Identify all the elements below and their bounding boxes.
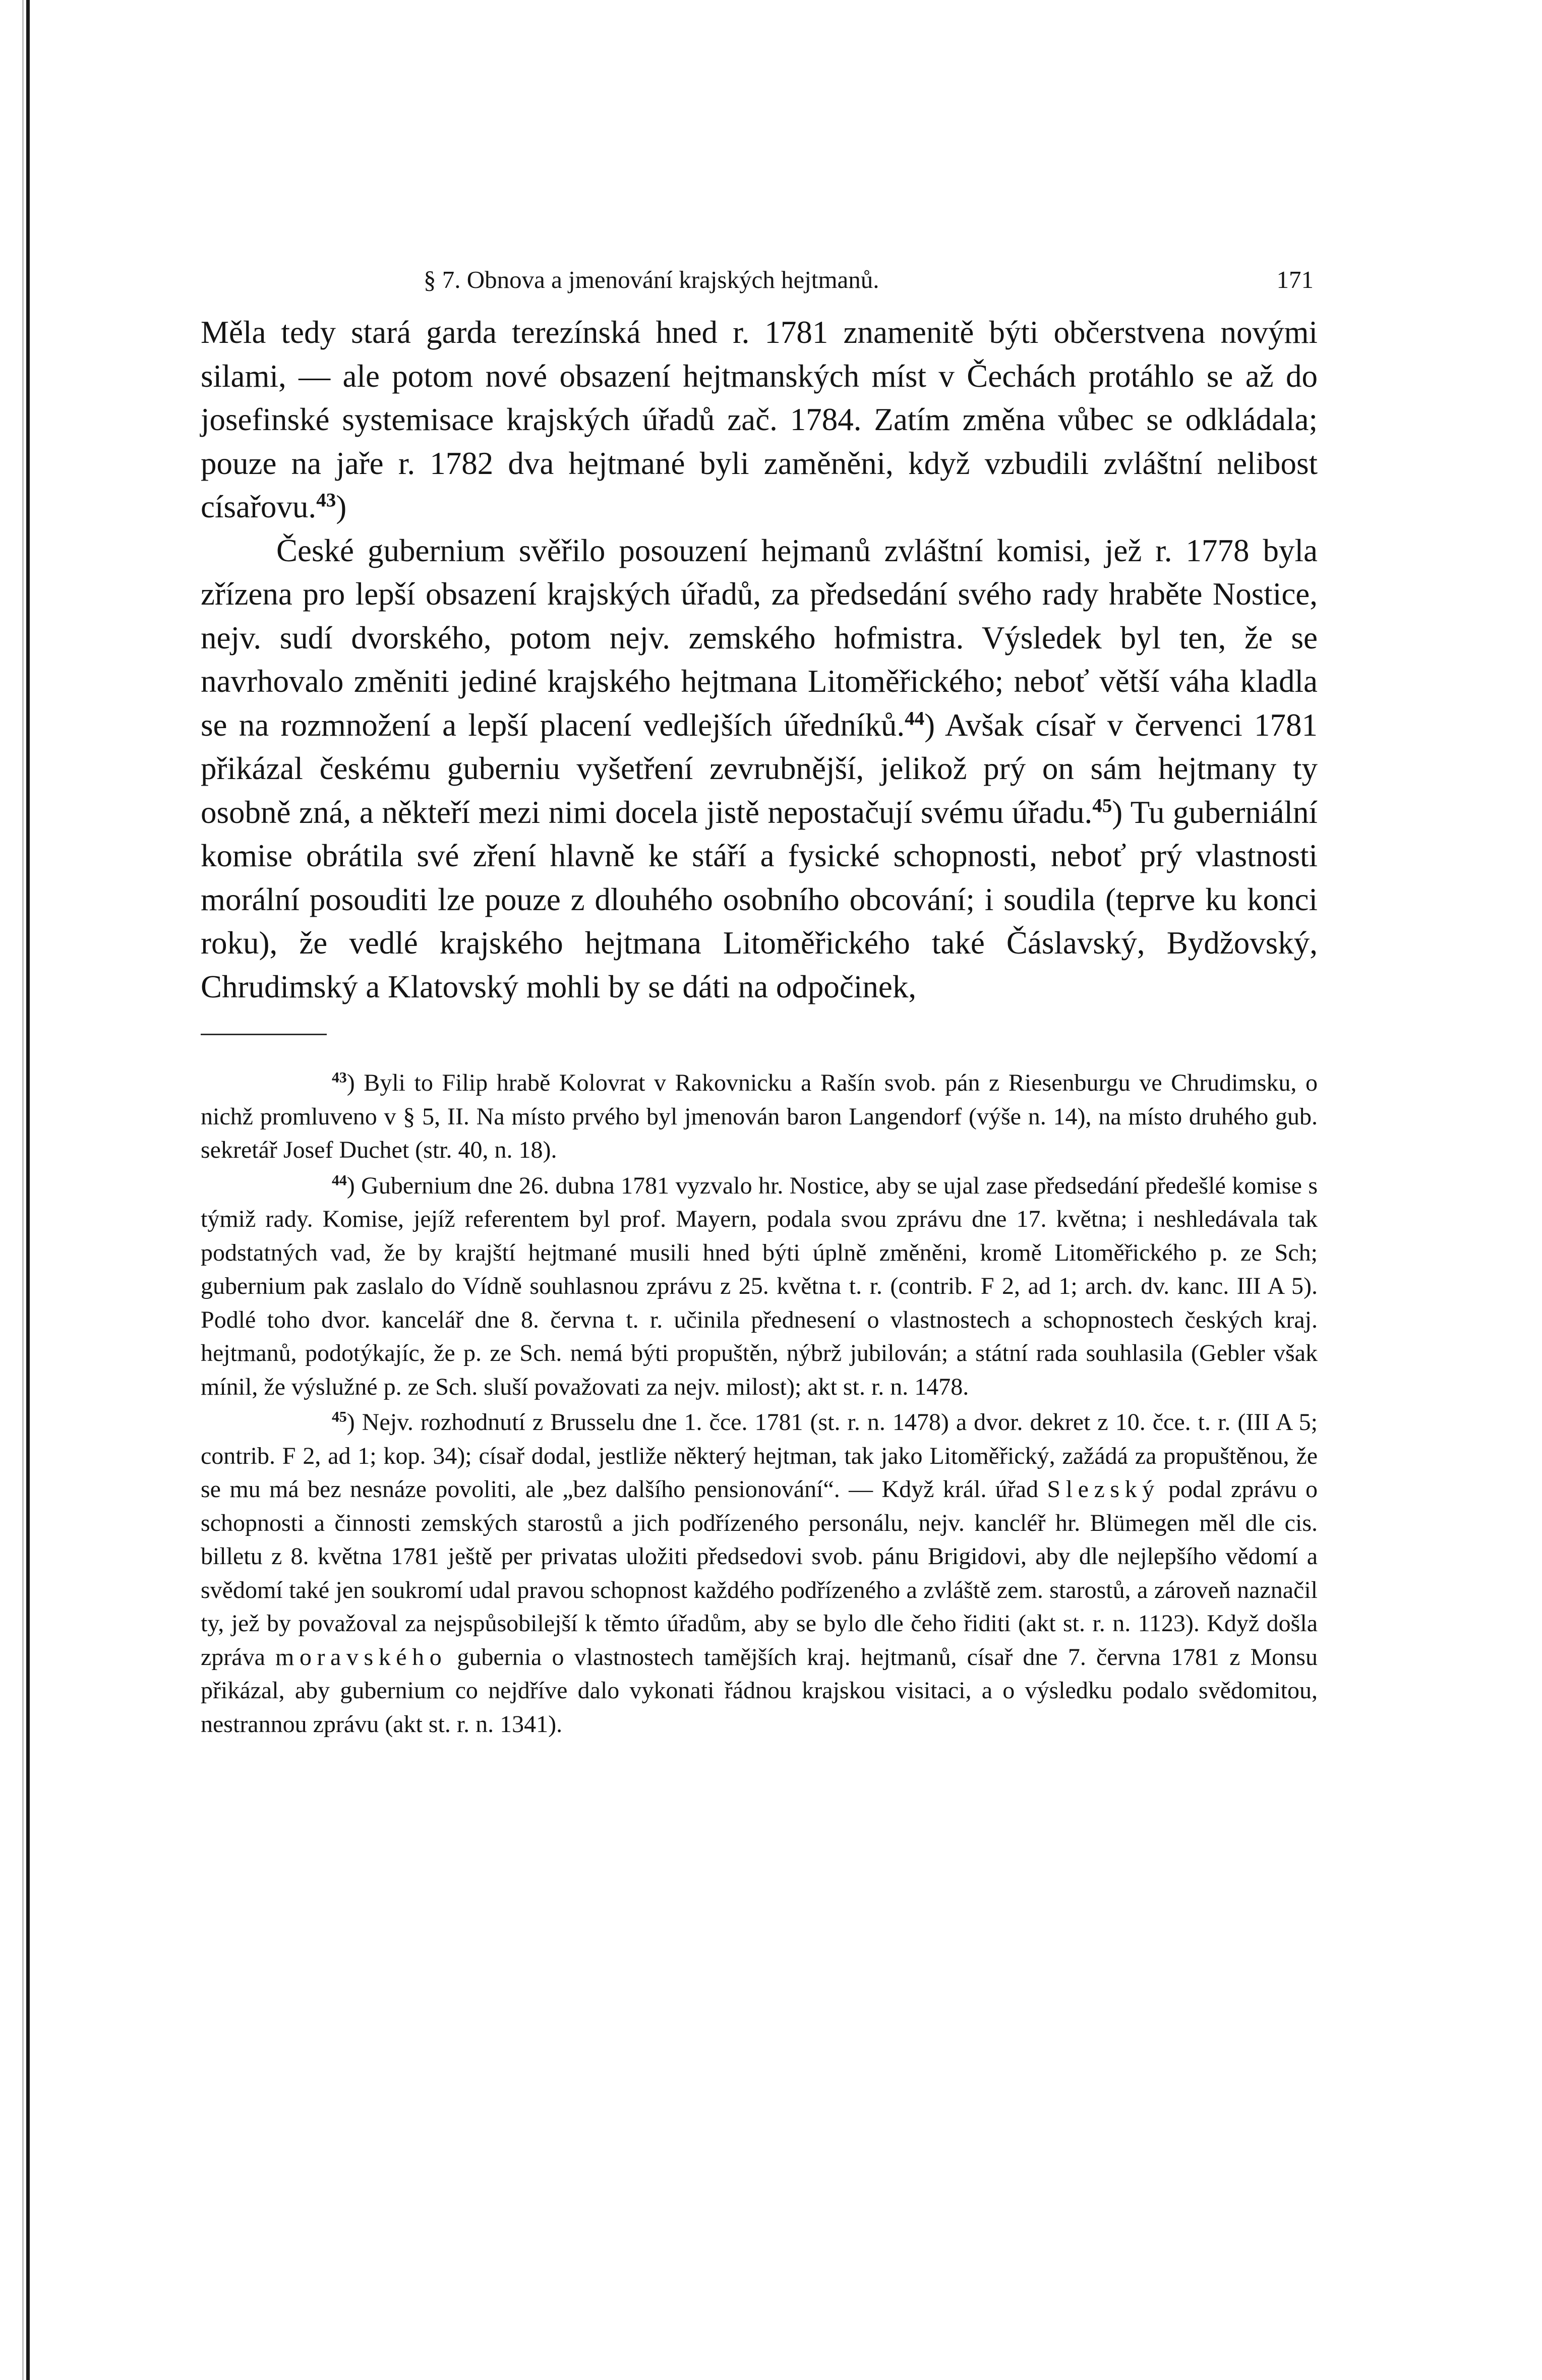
scan-edge-shadow (22, 0, 24, 2380)
footnote-ref-44: 44 (905, 707, 925, 730)
page-number: 171 (1276, 266, 1314, 293)
footnote-ref-43: 43 (316, 489, 336, 511)
spaced-word: Slezský (1047, 1476, 1160, 1503)
footnote-separator (201, 1034, 327, 1035)
book-page (201, 257, 1318, 1741)
footnote-45: $^{45}$) Nejv. rozhodnutí z Brusselu dne 1. čce. 1781 (st. r. n. 1478) a dvor. dekret z 10. čce. t. r. (III A 5; contrib. F 2, ad 1; kop. 34); císař dodal, jestliže některý hejtman, tak jako Litoměřický, zažádá za propuštěnou, že se mu má bez nesnáze povoliti, ale „bez dalšího pensionování“. — Když král. úřad Slezský podal zprávu o schopnosti a činnosti zemských starostů a jich podřízeného personálu, nejv. kancléř hr. Blümegen měl dle cis. billetu z 8. května 1781 ještě per privatas uložiti předsedovi svob. pánu Brigidovi, aby dle nejlepšího vědomí a svědomí také jen soukromí udal pravou schopnost každého podřízeného a zvláště zem. starostů, a zároveň naznačil ty, jež by považoval za nejspůsobilejší k těmto úřadům, aby se bylo dle čeho řiditi (akt st. r. n. 1123). Když došla zpráva moravského gubernia o vlastnostech tamějších kraj. hejtmanů, císař dne 7. června 1781 z Monsu přikázal, aby gubernium co nejdříve dalo vykonati řádnou krajskou visitaci, a o výsledku podalo svědomitou, nestrannou zprávu (akt st. r. n. 1341). (201, 1408, 1318, 1738)
spaced-word: moravského (275, 1643, 447, 1671)
paragraph-2: České gubernium svěřilo posouzení hejmanů zvláštní komisi, jež r. 1778 byla zřízena pro lepší obsazení krajských úřadů, za předsedání svého rady hraběte Nostice, nejv. sudí dvorského, potom nejv. zemského hofmistra. Výsledek byl ten, že se navrhovalo změniti jediné krajského hejtmana Litoměřického; neboť větší váha kladla se na rozmnožení a lepší placení vedlejších úředníků.$^{44}$) Avšak císař v červenci 1781 přikázal českému guberniu vyšetření zevrubnější, jelikož prý on sám hejtmany ty osobně zná, a někteří mezi nimi docela jistě nepostačují svému úřadu.$^{45}$) Tu guberniální komise obrátila své zření hlavně ke stáří a fysické schopnosti, neboť prý vlastnosti morální posouditi lze pouze z dlouhého osobního obcování; i soudila (teprve ku konci roku), že vedlé krajského hejtmana Litoměřického také Čáslavský, Bydžovský, Chrudimský a Klatovský mohli by se dáti na odpočinek, (201, 532, 1318, 1004)
footnote-44: $^{44}$) Gubernium dne 26. dubna 1781 vyzvalo hr. Nostice, aby se ujal zase předsedání předešlé komise s týmiž rady. Komise, jejíž referentem byl prof. Mayern, podala svou zprávu dne 17. května; i neshledávala tak podstatných vad, že by krajští hejtmané musili hned býti úplně změněni, kromě Litoměřického p. ze Sch; gubernium pak zaslalo do Vídně souhlasnou zprávu z 25. května t. r. (contrib. F 2, ad 1; arch. dv. kanc. III A 5). Podlé toho dvor. kancelář dne 8. června t. r. učinila přednesení o vlastnostech a schopnostech českých kraj. hejtmanů, podotýkajíc, že p. ze Sch. nemá býti propuštěn, nýbrž jubilován; a státní rada souhlasila (Gebler však mínil, že výslužné p. ze Sch. sluší považovati za nejv. milost); akt st. r. n. 1478. (201, 1172, 1318, 1400)
footnote-number: 45 (332, 1408, 347, 1425)
main-text (201, 311, 1318, 1008)
footnote-number: 43 (332, 1069, 347, 1086)
footnote-43: $^{43}$) Byli to Filip hrabě Kolovrat v Rakovnicku a Rašín svob. pán z Riesenburgu ve Chrudimsku, o nichž promluveno v § 5, II. Na místo prvého byl jmenován baron Langendorf (výše n. 14), na místo druhého gub. sekretář Josef Duchet (str. 40, n. 18). (201, 1069, 1318, 1163)
header-title: § 7. Obnova a jmenování krajských hejtmanů. (424, 266, 879, 293)
paragraph-1: Měla tedy stará garda terezínská hned r. 1781 znamenitě býti občerstvena novými silami, — ale potom nové obsazení hejtmanských míst v Čechách protáhlo se až do josefinské systemisace krajských úřadů zač. 1784. Zatím změna vůbec se odkládala; pouze na jaře r. 1782 dva hejtmané byli zaměněni, když vzbudili zvláštní nelibost císařovu.$^{43}$) (201, 315, 1318, 524)
scan-edge (26, 0, 30, 2380)
footnote-ref-45: 45 (1092, 795, 1112, 817)
footnote-number: 44 (332, 1172, 347, 1189)
footnotes (201, 1066, 1318, 1741)
running-header (201, 257, 1318, 303)
